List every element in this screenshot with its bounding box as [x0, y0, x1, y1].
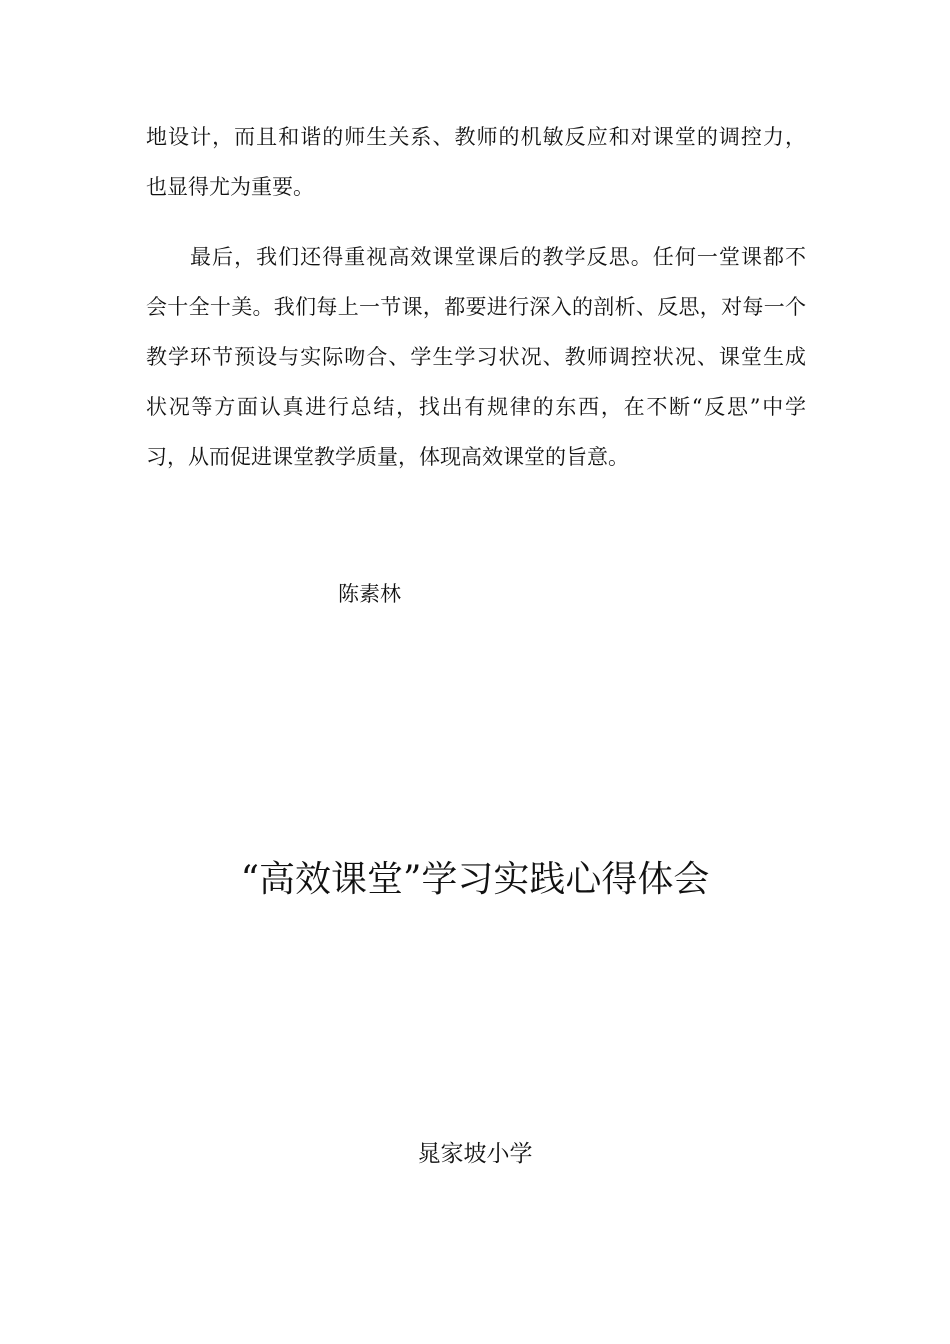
author-name: 陈素林 [338, 582, 401, 606]
text-line: 状况等方面认真进行总结，找出有规律的东西，在不断“反思”中学 [146, 395, 806, 419]
text-line: 教学环节预设与实际吻合、学生学习状况、教师调控状况、课堂生成 [146, 345, 806, 369]
text-line: 会十全十美。我们每上一节课，都要进行深入的剖析、反思，对每一个 [146, 295, 806, 319]
document-title: “高效课堂”学习实践心得体会 [240, 859, 710, 900]
text-line: 习，从而促进课堂教学质量，体现高效课堂的旨意。 [146, 445, 629, 469]
text-line: 最后，我们还得重视高效课堂课后的教学反思。任何一堂课都不 [190, 245, 806, 269]
text-line: 也显得尤为重要。 [146, 175, 314, 199]
school-name: 晁家坡小学 [417, 1141, 533, 1167]
text-line: 地设计，而且和谐的师生关系、教师的机敏反应和对课堂的调控力， [146, 125, 806, 149]
